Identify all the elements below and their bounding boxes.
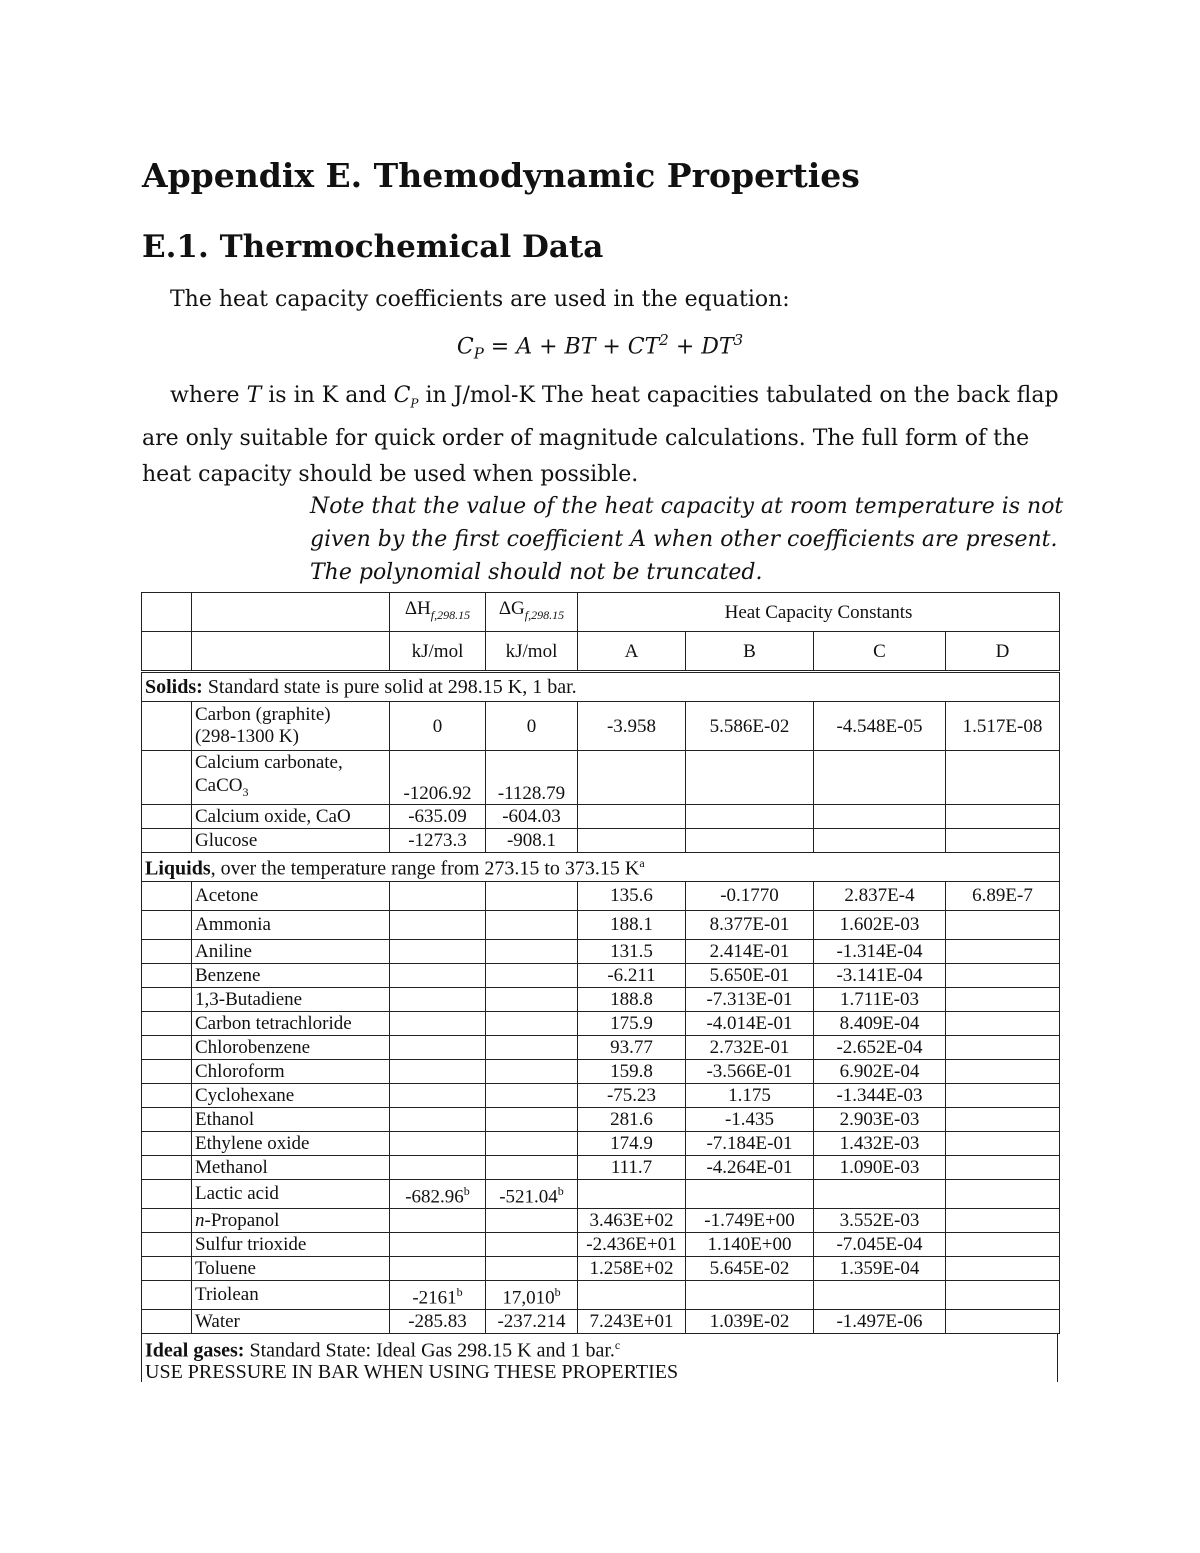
ideal-gases-section: Ideal gases: Standard State: Ideal Gas 298.15 K and 1 bar.$^c$ USE PRESSURE IN BAR WHEN USING THESE PROPERTIES bbox=[141, 1334, 1058, 1382]
solids-section-row: Solids: Standard state is pure solid at 298.15 K, 1 bar. bbox=[142, 672, 1060, 702]
dh-header: $\Delta H_{f,298.15}$ bbox=[390, 593, 486, 632]
dg-header: $\Delta G_{f,298.15}$ bbox=[486, 593, 578, 632]
table-row: Methanol 111.7 -4.264E-01 1.090E-03 bbox=[142, 1155, 1060, 1179]
section-title: E.1. Thermochemical Data bbox=[142, 229, 604, 265]
table-row: Carbon (graphite) (298-1300 K) 0 0 -3.958 5.586E-02 -4.548E-05 1.517E-08 bbox=[142, 702, 1060, 751]
liquids-section-row: Liquids, over the temperature range from 273.15 to 373.15 $K^a$ bbox=[142, 852, 1060, 881]
intro-text: The heat capacity coefficients are used in the equation: bbox=[170, 287, 790, 312]
table-row: Chlorobenzene 93.77 2.732E-01 -2.652E-04 bbox=[142, 1035, 1060, 1059]
table-row: 1,3-Butadiene 188.8 -7.313E-01 1.711E-03 bbox=[142, 987, 1060, 1011]
table-row: Benzene -6.211 5.650E-01 -3.141E-04 bbox=[142, 963, 1060, 987]
col-d-header: D bbox=[946, 632, 1060, 672]
thermochemical-table bbox=[141, 592, 1059, 1382]
heat-capacity-header: Heat Capacity Constants bbox=[578, 593, 1060, 632]
table-row: Chloroform 159.8 -3.566E-01 6.902E-04 bbox=[142, 1059, 1060, 1083]
table-row: Water -285.83 -237.214 7.243E+01 1.039E-02 -1.497E-06 bbox=[142, 1309, 1060, 1333]
table-row: Cyclohexane -75.23 1.175 -1.344E-03 bbox=[142, 1083, 1060, 1107]
table-row: Carbon tetrachloride 175.9 -4.014E-01 8.409E-04 bbox=[142, 1011, 1060, 1035]
table-row: Aniline 131.5 2.414E-01 -1.314E-04 bbox=[142, 939, 1060, 963]
table-row: Calcium oxide, CaO -635.09 -604.03 bbox=[142, 804, 1060, 828]
page-title: Appendix E. Themodynamic Properties bbox=[142, 156, 860, 195]
col-a-header: A bbox=[578, 632, 686, 672]
table-row: Toluene 1.258E+02 5.645E-02 1.359E-04 bbox=[142, 1256, 1060, 1280]
table-row: Calcium carbonate, CaCO$_3$ -1206.92 -1128.79 bbox=[142, 751, 1060, 805]
table-row: Sulfur trioxide -2.436E+01 1.140E+00 -7.045E-04 bbox=[142, 1232, 1060, 1256]
col-c-header: C bbox=[814, 632, 946, 672]
table-row: n-Propanol 3.463E+02 -1.749E+00 3.552E-03 bbox=[142, 1208, 1060, 1232]
pressure-note: USE PRESSURE IN BAR WHEN USING THESE PROPERTIES bbox=[145, 1361, 679, 1384]
table-row: Triolean -2161$^b$ 17,010$^b$ bbox=[142, 1280, 1060, 1309]
table-header-row bbox=[142, 593, 1060, 632]
table-row: Lactic acid -682.96$^b$ -521.04$^b$ bbox=[142, 1179, 1060, 1208]
table-row: Acetone 135.6 -0.1770 2.837E-4 6.89E-7 bbox=[142, 881, 1060, 910]
unit-dh: kJ/mol bbox=[390, 632, 486, 672]
explanation-paragraph: where T is in K and $C_P$ in J/mol-K The heat capacities tabulated on the back flap are only suitable for quick order of magnitude calculations. The full form of the heat capacity should be used when possible. bbox=[142, 383, 1059, 488]
table-row: Ammonia 188.1 8.377E-01 1.602E-03 bbox=[142, 910, 1060, 939]
table-row: Ethylene oxide 174.9 -7.184E-01 1.432E-03 bbox=[142, 1131, 1060, 1155]
table-unit-row bbox=[142, 632, 1060, 672]
table-row: Ethanol 281.6 -1.435 2.903E-03 bbox=[142, 1107, 1060, 1131]
table-row: Glucose -1273.3 -908.1 bbox=[142, 828, 1060, 852]
heat-capacity-equation: $C_P = A$ + BT + $CT^2 + DT^3$ bbox=[456, 331, 744, 363]
truncation-note: Note that the value of the heat capacity at room temperature is not given by the first coefficient A when other coefficients are present. The polynomial should not be truncated. bbox=[310, 494, 1064, 585]
col-b-header: B bbox=[686, 632, 814, 672]
unit-dg: kJ/mol bbox=[486, 632, 578, 672]
